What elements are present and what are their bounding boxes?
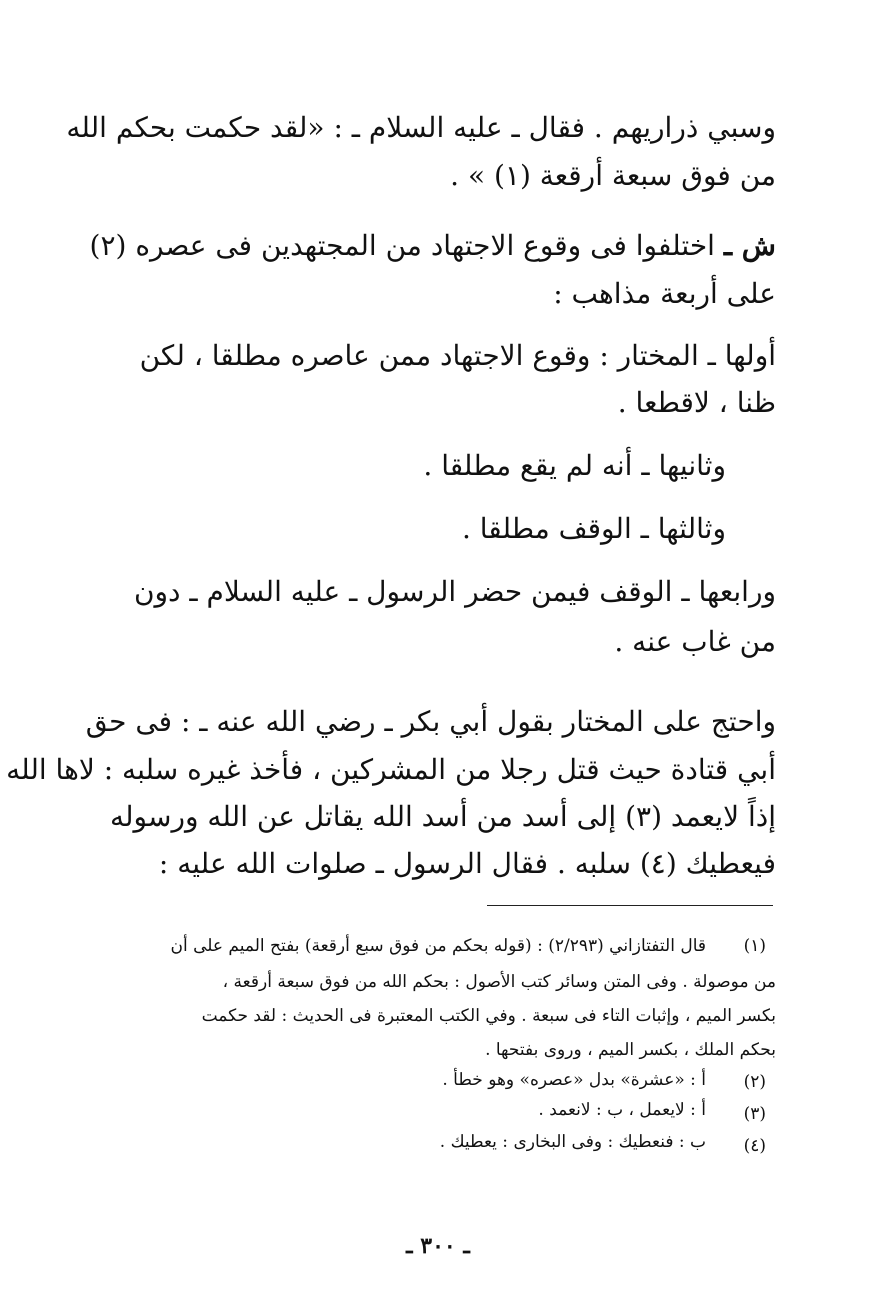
footnote-line: من موصولة . وفى المتن وسائر كتب الأصول : بحكم الله من فوق سبعة أرقعة ، bbox=[222, 972, 776, 992]
text-line: من فوق سبعة أرقعة (١) » . bbox=[450, 159, 776, 192]
footnote-number: (٢) bbox=[743, 1072, 766, 1092]
footnote-line: أ : لايعمل ، ب : لانعمد . bbox=[538, 1100, 706, 1120]
footnote-separator bbox=[487, 905, 773, 906]
text-line: إذاً لايعمد (٣) إلى أسد من أسد الله يقاتل عن الله ورسوله bbox=[109, 800, 776, 833]
footnote-number: (٣) bbox=[743, 1104, 766, 1124]
section-marker: ش ـ bbox=[723, 229, 776, 262]
text-line bbox=[90, 226, 776, 266]
text-line: وسبي ذراريهم . فقال ـ عليه السلام ـ : «لقد حكمت بحكم الله bbox=[66, 111, 776, 144]
text-line: وثانيها ـ أنه لم يقع مطلقا . bbox=[423, 449, 726, 482]
text-line: من غاب عنه . bbox=[614, 625, 776, 658]
text-line: أولها ـ المختار : وقوع الاجتهاد ممن عاصره مطلقا ، لكن bbox=[139, 339, 776, 372]
text-line: واحتج على المختار بقول أبي بكر ـ رضي الله عنه ـ : فى حق bbox=[85, 705, 776, 738]
text-line: فيعطيك (٤) سلبه . فقال الرسول ـ صلوات الله عليه : bbox=[158, 847, 776, 880]
text-line: وثالثها ـ الوقف مطلقا . bbox=[461, 512, 726, 545]
footnote-line: أ : «عشرة» بدل «عصره» وهو خطأ . bbox=[442, 1070, 706, 1090]
text-line: أبي قتادة حيث قتل رجلا من المشركين ، فأخذ غيره سلبه : لاها الله bbox=[6, 753, 776, 786]
footnote-line: بحكم الملك ، بكسر الميم ، وروى بفتحها . bbox=[485, 1040, 776, 1060]
footnote-number: (١) bbox=[743, 936, 766, 956]
text-line: على أربعة مذاهب : bbox=[553, 277, 776, 310]
footnote-number: (٤) bbox=[743, 1136, 766, 1156]
text-line: ظنا ، لاقطعا . bbox=[617, 386, 776, 419]
footnote-line: ب : فنعطيك : وفى البخارى : يعطيك . bbox=[439, 1132, 706, 1152]
text-span: اختلفوا فى وقوع الاجتهاد من المجتهدين فى عصره (٢) bbox=[89, 229, 715, 262]
text-line: ورابعها ـ الوقف فيمن حضر الرسول ـ عليه السلام ـ دون bbox=[133, 575, 776, 608]
footnote-line: قال التفتازاني (٢/٢٩٣) : (قوله بحكم من فوق سبع أرقعة) بفتح الميم على أن bbox=[170, 936, 706, 956]
footnote-line: بكسر الميم ، وإثبات التاء فى سبعة . وفي الكتب المعتبرة فى الحديث : لقد حكمت bbox=[201, 1006, 776, 1026]
page-number: ـ ٣٠٠ ـ bbox=[406, 1233, 470, 1259]
